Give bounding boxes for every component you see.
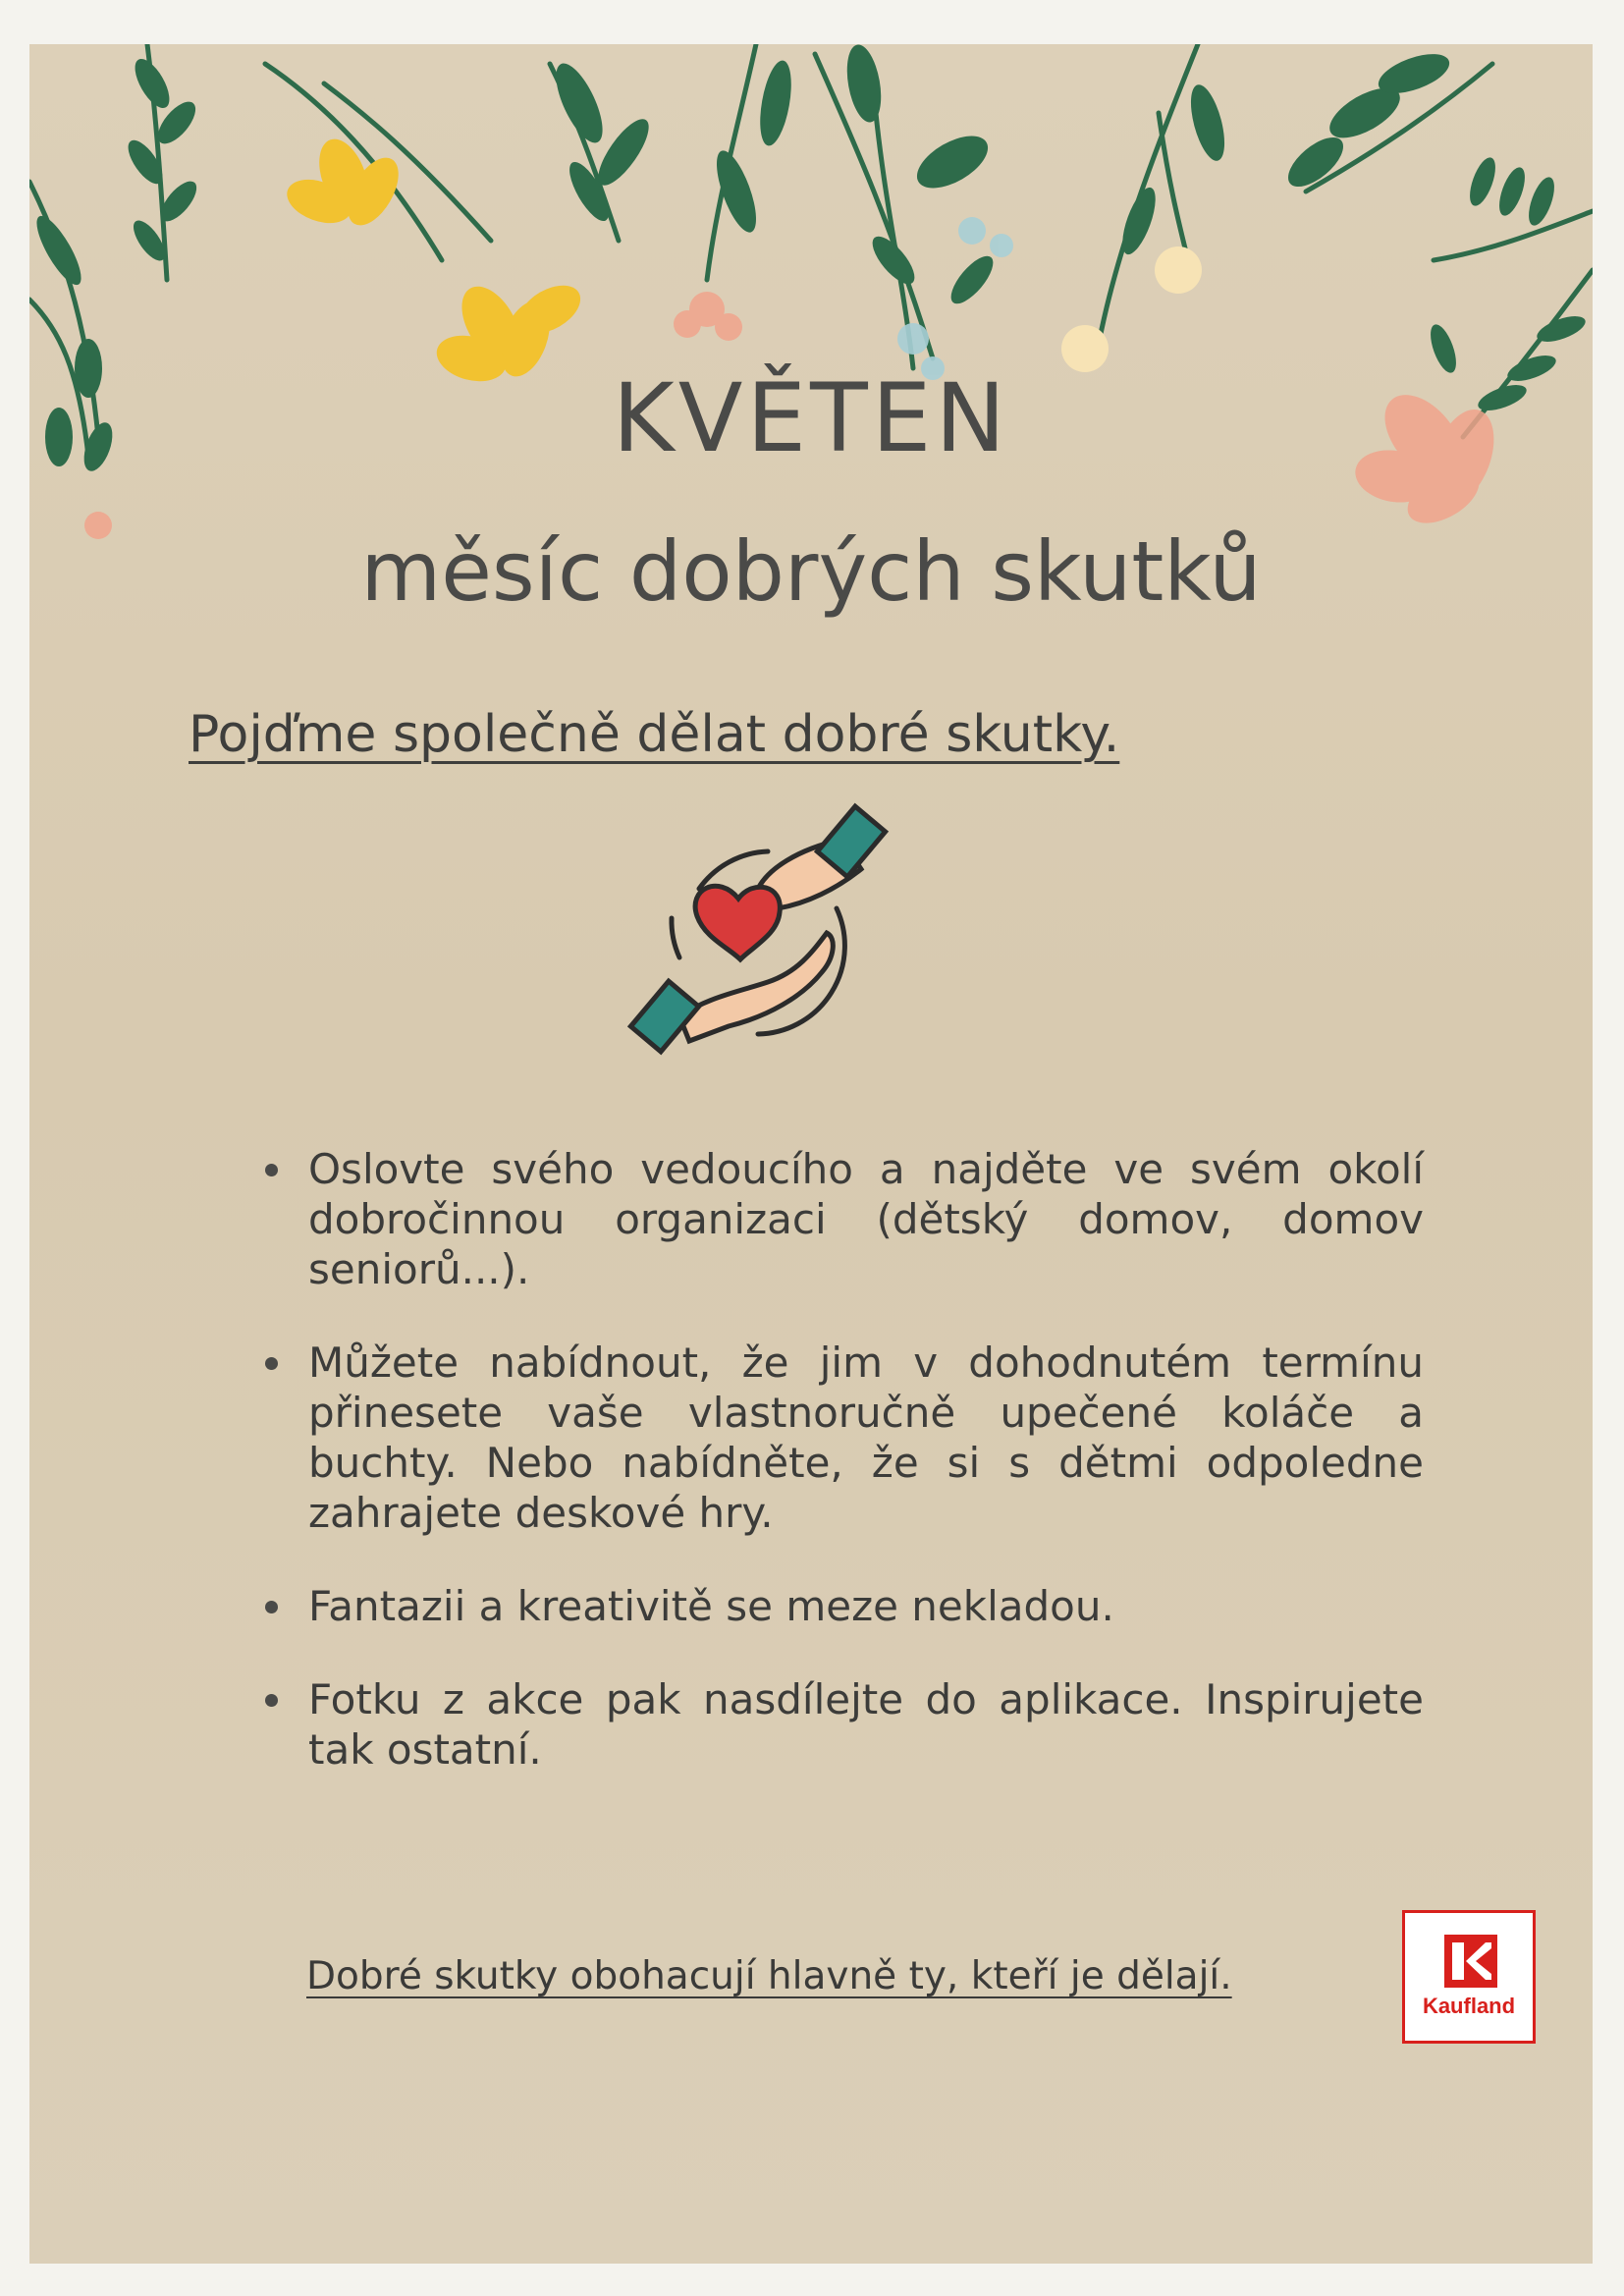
list-item-text: Fantazii a kreativitě se meze nekladou. [308,1582,1114,1630]
list-item [265,1144,1424,1294]
list-item-text: Můžete nabídnout, že jim v dohodnutém termínu přinesete vaše vlastnoručně upečené koláče a buchty. Nebo nabídněte, že si s dětmi odpoledne zahrajete deskové hry. [308,1339,1424,1537]
footer-slogan: Dobré skutky obohacují hlavně ty, kteří je dělají. [306,1954,1232,1998]
list-item [265,1674,1424,1775]
logo-text: Kaufland [1422,1994,1516,2018]
list-item [265,1581,1424,1631]
page-title: KVĚTEN [612,363,1010,473]
poster [29,44,1593,2264]
list-item-text: Oslovte svého vedoucího a najděte ve svém okolí dobročinnou organizaci (dětský domov, domov seniorů...). [308,1145,1424,1293]
tagline: Pojďme společně dělat dobré skutky. [189,705,1120,764]
kaufland-k-icon [1444,1935,1497,1988]
bullet-icon [265,1694,278,1707]
flower-border-icon [29,44,1593,594]
kaufland-logo-icon [1402,1910,1536,2044]
bullet-icon [265,1357,278,1370]
page-subtitle: měsíc dobrých skutků [360,523,1262,620]
list-item [265,1338,1424,1538]
hands-heart-icon [611,791,905,1085]
list-item-text: Fotku z akce pak nasdílejte do aplikace. Inspirujete tak ostatní. [308,1675,1424,1774]
bullet-icon [265,1601,278,1613]
bullet-icon [265,1164,278,1176]
bullet-list [265,1144,1424,1818]
